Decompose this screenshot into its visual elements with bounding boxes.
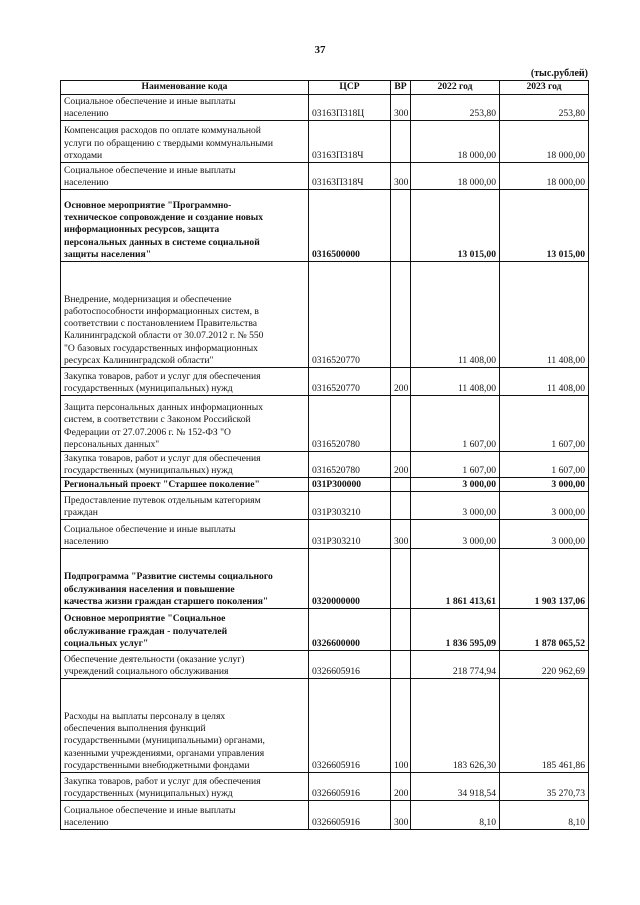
row-value-2022: 11 408,00 [411,262,500,368]
row-name-line: Обеспечение деятельности (оказание услуг) [64,653,245,665]
row-csr: 0316520770 [309,262,391,368]
row-csr: 031P303210 [309,520,391,549]
row-value-2023: 3 000,00 [500,492,589,520]
row-name [61,262,309,368]
row-name-line: Предоставление путевок отдельным категориям [64,494,261,506]
row-vr: 200 [391,452,411,478]
row-csr: 0316520780 [309,396,391,452]
row-value-2022: 3 000,00 [411,492,500,520]
row-csr: 0326600000 [309,609,391,651]
row-name-line: Закупка товаров, работ и услуг для обеспечения [64,370,261,382]
row-vr: 200 [391,773,411,801]
row-name [61,492,309,520]
row-value-2023: 18 000,00 [500,163,589,190]
row-csr: 0326605916 [309,679,391,773]
row-name [61,396,309,452]
row-name [61,95,309,121]
row-value-2023: 11 408,00 [500,368,589,396]
row-name [61,478,309,492]
row-name-line: персональных данных в системе социальной [64,236,260,248]
units-label: (тыс.рублей) [530,68,588,79]
row-name [61,190,309,262]
row-value-2022: 18 000,00 [411,121,500,163]
row-value-2023: 35 270,73 [500,773,589,801]
row-name-line: Компенсация расходов по оплате коммунальной [64,125,261,137]
row-name-line: ресурсах Калининградской области" [64,354,214,366]
row-vr [391,492,411,520]
row-vr: 300 [391,163,411,190]
row-csr: 03163П318Ч [309,121,391,163]
row-name-line: государственными (муниципальными) органами, [64,735,265,747]
row-name [61,163,309,190]
row-vr [391,121,411,163]
row-name-line: государственных (муниципальных) нужд [64,787,233,799]
row-name-line: отходами [64,149,103,161]
row-name [61,651,309,679]
row-name-line: граждан [64,506,98,518]
row-name-line: Социальное обеспечение и иные выплаты [64,95,236,107]
row-csr: 0316500000 [309,190,391,262]
row-name [61,121,309,163]
row-name-line: населению [64,176,109,188]
table-row [61,609,589,651]
row-csr: 03163П318Ц [309,95,391,121]
row-value-2023: 1 903 137,06 [500,549,589,609]
row-value-2023: 8,10 [500,801,589,830]
row-name-line: социальных услуг" [64,637,149,649]
table-row [61,801,589,830]
row-value-2023: 253,80 [500,95,589,121]
row-name-line: обслуживания населения и повышение [64,583,235,595]
row-name-line: работоспособности информационных систем, в [64,305,259,317]
row-name-line: соответствии с постановлением Правительства [64,318,258,330]
row-vr: 300 [391,801,411,830]
row-name-line: населению [64,107,109,119]
header-csr: ЦСР [309,81,391,95]
row-csr: 0326605916 [309,651,391,679]
table-body [61,95,589,830]
row-name-line: Калининградской области от 30.07.2012 г. № 550 [64,330,264,342]
row-value-2023: 1 607,00 [500,396,589,452]
row-name-line: обеспечения выполнения функций [64,723,206,735]
row-name-line: Закупка товаров, работ и услуг для обеспечения [64,452,261,464]
row-value-2022: 13 015,00 [411,190,500,262]
row-vr [391,190,411,262]
row-name-line: качества жизни граждан старшего поколения" [64,595,269,607]
table-header-row [61,81,589,95]
row-vr: 100 [391,679,411,773]
row-value-2022: 3 000,00 [411,478,500,492]
row-name-line: услуги по обращению с твердыми коммунальными [64,137,273,149]
header-2023: 2023 год [500,81,589,95]
row-name-line: государственными внебюджетными фондами [64,759,250,771]
table-row [61,163,589,190]
row-name-line: "О базовых государственных информационных [64,342,258,354]
row-value-2022: 1 607,00 [411,452,500,478]
row-name-line: населению [64,535,109,547]
row-name-line: защиты населения" [64,248,152,260]
row-vr [391,396,411,452]
row-name-line: государственных (муниципальных) нужд [64,464,233,476]
table-row [61,520,589,549]
table-row [61,679,589,773]
row-value-2022: 8,10 [411,801,500,830]
row-value-2022: 18 000,00 [411,163,500,190]
row-value-2022: 1 607,00 [411,396,500,452]
row-name-line: Федерации от 27.07.2006 г. № 152-ФЗ "О [64,426,231,438]
row-name-line: техническое сопровождение и создание новых [64,212,264,224]
row-name [61,801,309,830]
row-vr [391,549,411,609]
row-value-2022: 3 000,00 [411,520,500,549]
row-csr: 0316520770 [309,368,391,396]
row-csr: 031P300000 [309,478,391,492]
header-vr: ВР [391,81,411,95]
row-name-line: государственных (муниципальных) нужд [64,382,233,394]
table-row [61,549,589,609]
row-csr: 0326605916 [309,773,391,801]
row-value-2022: 34 918,54 [411,773,500,801]
row-value-2022: 218 774,94 [411,651,500,679]
table-row [61,95,589,121]
table-row [61,190,589,262]
row-name [61,609,309,651]
row-name [61,549,309,609]
row-csr: 031P303210 [309,492,391,520]
row-value-2022: 1 836 595,09 [411,609,500,651]
row-name-line: Основное мероприятие "Программно- [64,199,232,211]
table-row [61,492,589,520]
page-number: 37 [314,44,326,56]
row-name-line: Защита персональных данных информационных [64,402,264,414]
table-row [61,452,589,478]
row-vr [391,478,411,492]
row-name [61,773,309,801]
row-name-line: Социальное обеспечение и иные выплаты [64,164,236,176]
header-2022: 2022 год [411,81,500,95]
row-value-2022: 183 626,30 [411,679,500,773]
row-csr: 0326605916 [309,801,391,830]
row-name-line: Подпрограмма "Развитие системы социального [64,571,273,583]
row-name-line: населению [64,816,109,828]
row-name-line: казенными учреждениями, органами управления [64,747,265,759]
row-name-line: Социальное обеспечение и иные выплаты [64,523,236,535]
table-row [61,368,589,396]
row-name-line: информационных ресурсов, защита [64,224,220,236]
row-value-2023: 3 000,00 [500,478,589,492]
row-csr: 0316520780 [309,452,391,478]
row-name [61,452,309,478]
row-value-2023: 13 015,00 [500,190,589,262]
row-name [61,520,309,549]
row-value-2023: 18 000,00 [500,121,589,163]
row-name-line: учреждений социального обслуживания [64,665,229,677]
row-name-line: Социальное обеспечение и иные выплаты [64,804,236,816]
row-vr: 300 [391,95,411,121]
row-vr: 200 [391,368,411,396]
row-value-2023: 1 607,00 [500,452,589,478]
table-row [61,396,589,452]
row-name [61,679,309,773]
table-row [61,651,589,679]
row-name-line: Основное мероприятие "Социальное [64,613,226,625]
row-name [61,368,309,396]
row-name-line: Закупка товаров, работ и услуг для обеспечения [64,775,261,787]
row-name-line: обслуживание граждан - получателей [64,625,228,637]
table-row [61,262,589,368]
row-name-line: Расходы на выплаты персоналу в целях [64,710,226,722]
row-value-2023: 3 000,00 [500,520,589,549]
row-csr: 03163П318Ч [309,163,391,190]
row-vr [391,651,411,679]
table-row [61,121,589,163]
row-value-2023: 11 408,00 [500,262,589,368]
row-value-2022: 1 861 413,61 [411,549,500,609]
table-row [61,773,589,801]
row-value-2022: 253,80 [411,95,500,121]
row-value-2023: 185 461,86 [500,679,589,773]
table-row [61,478,589,492]
budget-table [60,80,589,830]
row-value-2023: 220 962,69 [500,651,589,679]
row-name-line: систем, в соответствии с Законом Российской [64,414,251,426]
header-name: Наименование кода [61,81,309,95]
row-value-2023: 1 878 065,52 [500,609,589,651]
row-csr: 0320000000 [309,549,391,609]
row-vr [391,262,411,368]
row-name-line: Внедрение, модернизация и обеспечение [64,293,232,305]
row-name-line: Региональный проект "Старшее поколение" [64,478,260,490]
row-name-line: персональных данных" [64,438,160,450]
row-vr [391,609,411,651]
row-value-2022: 11 408,00 [411,368,500,396]
row-vr: 300 [391,520,411,549]
